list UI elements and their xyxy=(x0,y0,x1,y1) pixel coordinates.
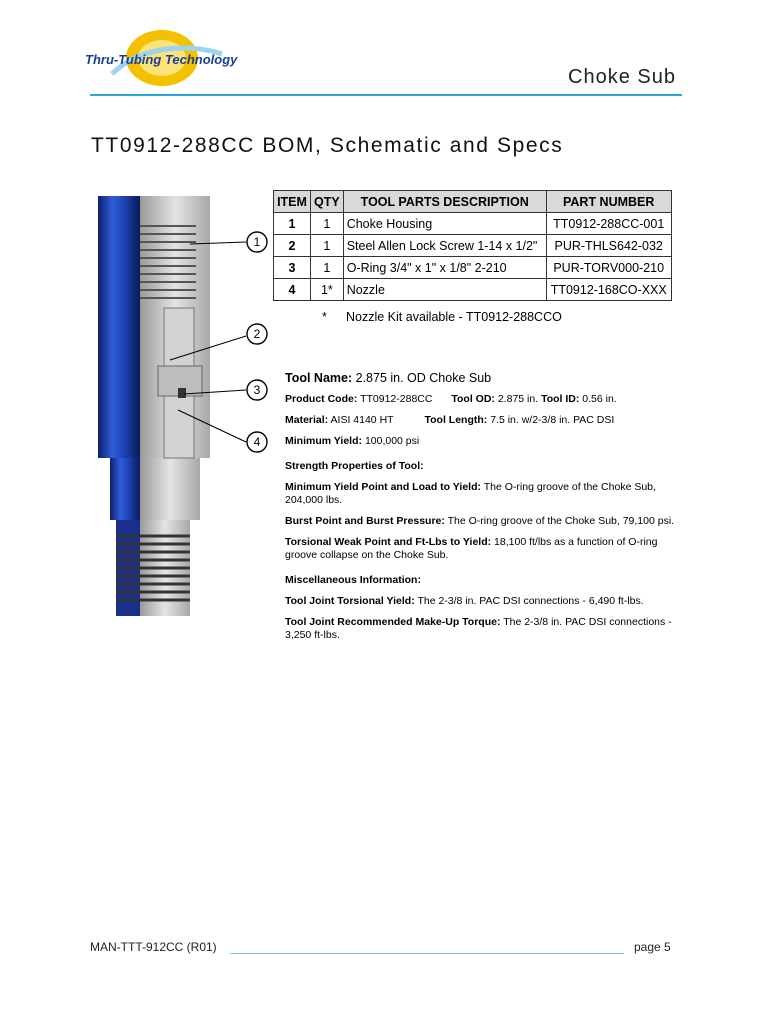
callout-3: 3 xyxy=(253,383,261,397)
burst-line xyxy=(285,515,685,528)
footnote-marker: * xyxy=(322,310,327,324)
tool-name-line xyxy=(285,372,685,385)
bom-footnote xyxy=(322,310,562,324)
cell-qty: 1 xyxy=(311,257,344,279)
joint-yield-label: Tool Joint Torsional Yield: xyxy=(285,595,415,607)
cell-part-number: PUR-THLS642-032 xyxy=(546,235,671,257)
product-code-label: Product Code: xyxy=(285,393,358,405)
cell-item: 4 xyxy=(274,279,311,301)
cell-qty: 1 xyxy=(311,235,344,257)
cell-part-number: PUR-TORV000-210 xyxy=(546,257,671,279)
callout-1: 1 xyxy=(253,235,261,249)
cell-part-number: TT0912-168CO-XXX xyxy=(546,279,671,301)
makeup-torque-line xyxy=(285,616,685,642)
makeup-torque-label: Tool Joint Recommended Make-Up Torque: xyxy=(285,616,501,628)
bom-table xyxy=(273,190,672,301)
cell-qty: 1* xyxy=(311,279,344,301)
col-header-description: TOOL PARTS DESCRIPTION xyxy=(343,191,546,213)
cell-description: Nozzle xyxy=(343,279,546,301)
torsional-label: Torsional Weak Point and Ft-Lbs to Yield: xyxy=(285,536,492,548)
table-row xyxy=(274,279,672,301)
cell-item: 1 xyxy=(274,213,311,235)
joint-yield-line xyxy=(285,595,685,608)
min-yield-line xyxy=(285,435,685,448)
cell-description: Steel Allen Lock Screw 1-14 x 1/2" xyxy=(343,235,546,257)
callout-2: 2 xyxy=(253,327,261,341)
material-value: AISI 4140 HT xyxy=(330,414,394,426)
tool-length-value: 7.5 in. w/2-3/8 in. PAC DSI xyxy=(490,414,615,426)
tool-id-label: Tool ID: xyxy=(541,393,580,405)
footer-page-number: page 5 xyxy=(634,940,671,954)
tool-od-value: 2.875 in. xyxy=(497,393,539,405)
cell-qty: 1 xyxy=(311,213,344,235)
footer-doc-code: MAN-TTT-912CC (R01) xyxy=(90,940,217,954)
col-header-qty: QTY xyxy=(311,191,344,213)
tool-id-value: 0.56 in. xyxy=(582,393,617,405)
header-title: Choke Sub xyxy=(568,66,676,88)
header-divider xyxy=(90,94,682,96)
col-header-item: ITEM xyxy=(274,191,311,213)
joint-yield-value: The 2-3/8 in. PAC DSI connections - 6,490 ft-lbs. xyxy=(417,595,644,607)
makeup-torque-value: The 2-3/8 in. PAC DSI connections - 3,250 ft-lbs. xyxy=(285,616,672,641)
col-header-part-number: PART NUMBER xyxy=(546,191,671,213)
choke-sub-schematic xyxy=(86,188,276,620)
company-logo xyxy=(82,24,242,94)
footnote-text: Nozzle Kit available - TT0912-288CCO xyxy=(346,310,562,324)
tool-name-label: Tool Name: xyxy=(285,371,353,385)
page-title: TT0912-288CC BOM, Schematic and Specs xyxy=(91,134,564,157)
callout-4: 4 xyxy=(253,435,261,449)
strength-heading: Strength Properties of Tool: xyxy=(285,460,424,472)
cell-item: 3 xyxy=(274,257,311,279)
cell-description: Choke Housing xyxy=(343,213,546,235)
logo-text: Thru-Tubing Technology xyxy=(85,52,238,67)
tool-specs xyxy=(285,372,685,650)
material-line xyxy=(285,414,685,427)
material-label: Material: xyxy=(285,414,329,426)
min-yield-point-line xyxy=(285,481,685,507)
cell-description: O-Ring 3/4" x 1" x 1/8" 2-210 xyxy=(343,257,546,279)
min-yield-label: Minimum Yield: xyxy=(285,435,363,447)
product-code-value: TT0912-288CC xyxy=(360,393,433,405)
product-code-line xyxy=(285,393,685,406)
tool-name-value: 2.875 in. OD Choke Sub xyxy=(355,371,492,385)
footer-divider xyxy=(230,953,624,954)
bom-header-row xyxy=(274,191,672,213)
burst-value: The O-ring groove of the Choke Sub, 79,100 psi. xyxy=(447,515,675,527)
burst-label: Burst Point and Burst Pressure: xyxy=(285,515,445,527)
table-row xyxy=(274,235,672,257)
torsional-value: 18,100 ft/lbs as a function of O-ring groove collapse on the Choke Sub. xyxy=(285,536,658,561)
min-yield-point-label: Minimum Yield Point and Load to Yield: xyxy=(285,481,482,493)
table-row xyxy=(274,213,672,235)
cell-part-number: TT0912-288CC-001 xyxy=(546,213,671,235)
misc-heading: Miscellaneous Information: xyxy=(285,574,421,586)
tool-length-label: Tool Length: xyxy=(424,414,488,426)
min-yield-point-value: The O-ring groove of the Choke Sub, 204,000 lbs. xyxy=(285,481,656,506)
torsional-line xyxy=(285,536,685,562)
table-row xyxy=(274,257,672,279)
min-yield-value: 100,000 psi xyxy=(364,435,420,447)
cell-item: 2 xyxy=(274,235,311,257)
tool-od-label: Tool OD: xyxy=(451,393,495,405)
